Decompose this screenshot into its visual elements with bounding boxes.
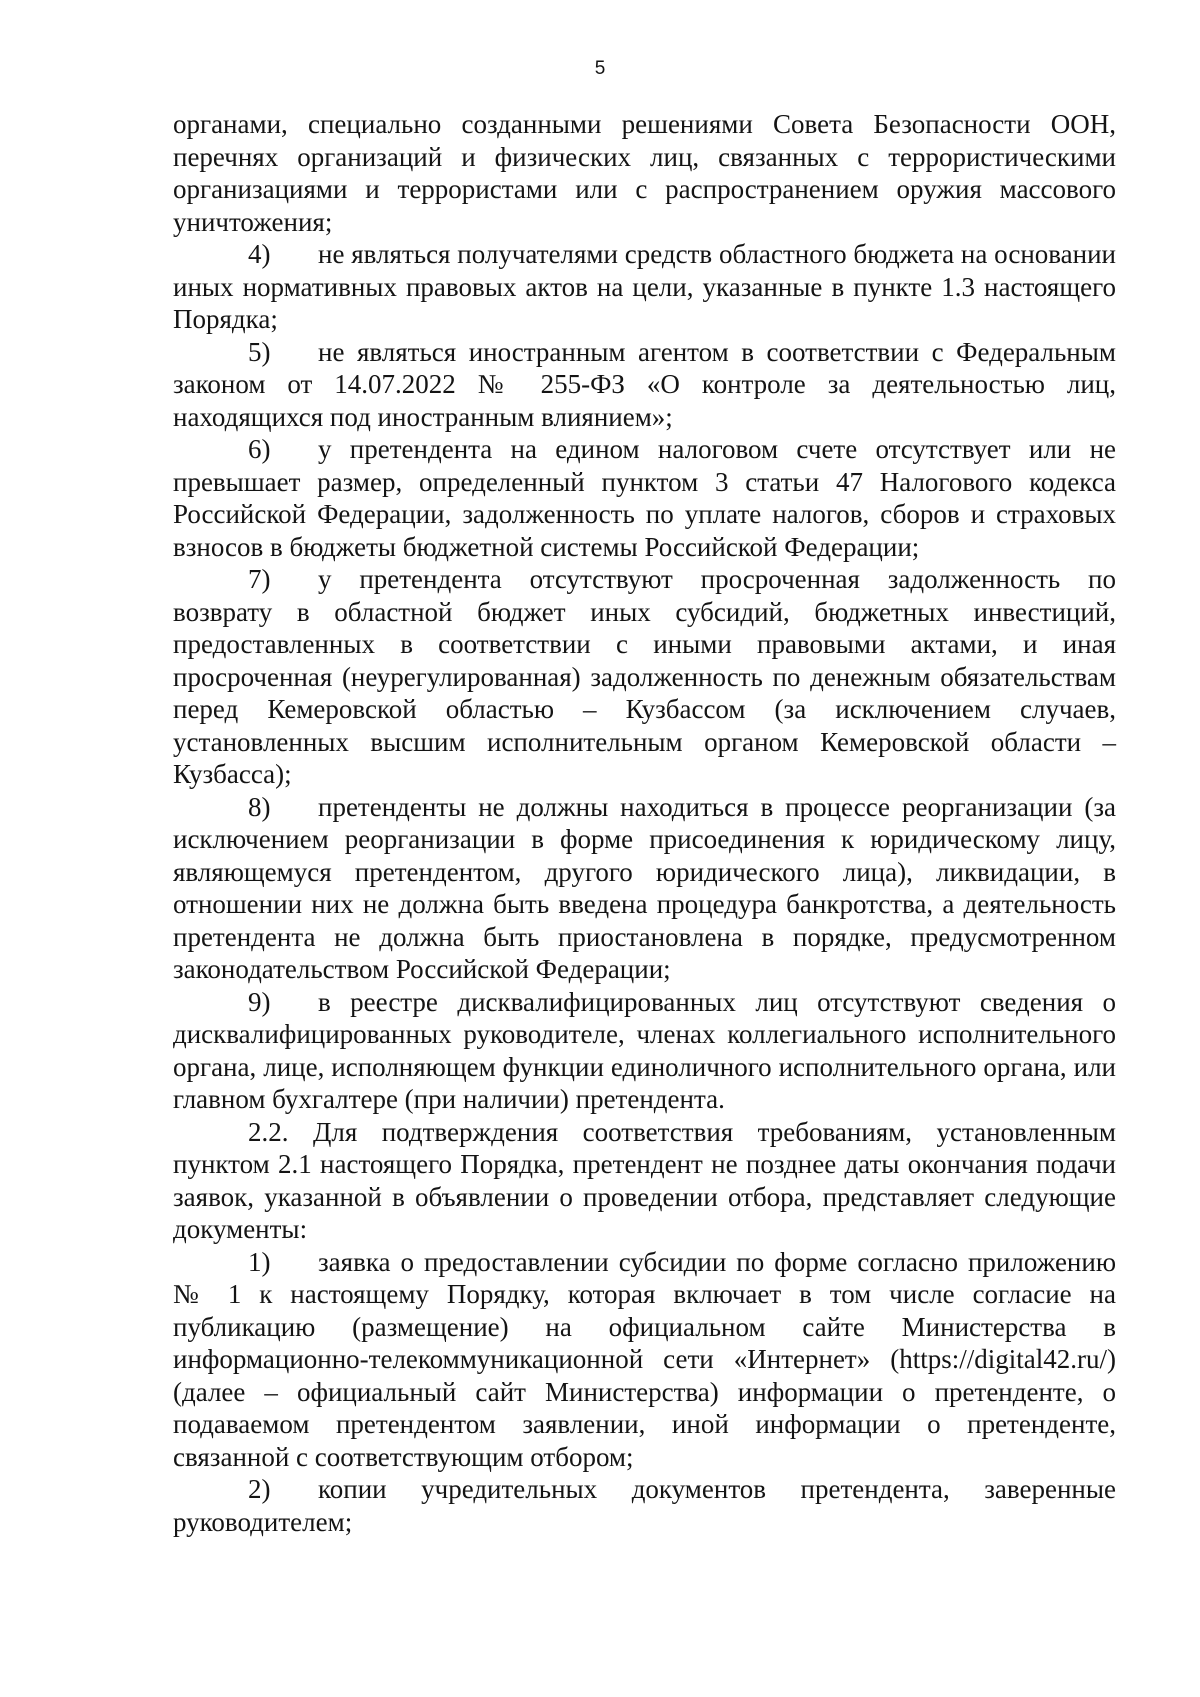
item-number: 8)	[248, 791, 271, 822]
item-number: 6)	[248, 434, 271, 464]
list-item-5	[173, 336, 1116, 434]
item-number: 9)	[248, 986, 271, 1017]
section-text: 2.2. Для подтверждения соответствия требованиям, установленным пунктом 2.1 настоящего Порядка, претендент не позднее даты окончания подачи заявок, указанной в объявлении о проведении отбора, представляет следующие документы:	[173, 1116, 1116, 1244]
list-item-9	[173, 986, 1116, 1116]
section-2-2	[173, 1116, 1116, 1246]
list-item-6	[173, 433, 1116, 563]
document-item-2	[173, 1473, 1116, 1538]
item-text: не являться получателями средств областного бюджета на основании иных нормативных правовых актов на цели, указанные в пункте 1.3 настоящего Порядка;	[173, 239, 1116, 334]
paragraph-text: органами, специально созданными решениями Совета Безопасности ООН, перечнях организаций и физических лиц, связанных с террористическими организациями и террористами или с распространением оружия массового уничтожения;	[173, 109, 1116, 237]
document-body	[173, 108, 1116, 1538]
list-item-4	[173, 238, 1116, 336]
page-number: 5	[594, 58, 606, 79]
item-text: у претендента отсутствуют просроченная задолженность по возврату в областной бюджет иных субсидий, бюджетных инвестиций, предоставленных в соответствии с иными правовыми актами, и иная просроченная (неурегулированная) задолженность по денежным обязательствам перед Кемеровской областью – Кузбассом (за исключением случаев, установленных высшим исполнительным органом Кемеровской области – Кузбасса);	[173, 564, 1116, 789]
item-number: 4)	[248, 239, 271, 269]
item-number: 1)	[248, 1246, 271, 1277]
document-item-1	[173, 1246, 1116, 1474]
item-text: претенденты не должны находиться в процессе реорганизации (за исключением реорганизации в форме присоединения к юридическому лицу, являющемуся претендентом, другого юридического лица), ликвидации, в отношении них не должна быть введена процедура банкротства, а деятельность претендента не должна быть приостановлена в порядке, предусмотренном законодательством Российской Федерации;	[173, 791, 1116, 984]
item-text: у претендента на едином налоговом счете отсутствует или не превышает размер, определенный пунктом 3 статьи 47 Налогового кодекса Российской Федерации, задолженность по уплате налогов, сборов и страховых взносов в бюджеты бюджетной системы Российской Федерации;	[173, 434, 1116, 562]
list-item-8	[173, 791, 1116, 986]
item-number: 5)	[248, 336, 271, 367]
item-number: 2)	[248, 1474, 271, 1504]
paragraph-continuation	[173, 108, 1116, 238]
item-text: в реестре дисквалифицированных лиц отсутствуют сведения о дисквалифицированных руководителе, членах коллегиального исполнительного органа, лице, исполняющем функции единоличного исполнительного органа, или главном бухгалтере (при наличии) претендента.	[173, 986, 1116, 1114]
item-number: 7)	[248, 564, 271, 594]
item-text: заявка о предоставлении субсидии по форме согласно приложению № 1 к настоящему Порядку, которая включает в том числе согласие на публикацию (размещение) на официальном сайте Министерства в информационно-телекоммуникационной сети «Интернет» (https://digital42.ru/) (далее – официальный сайт Министерства) информации о претенденте, о подаваемом претендентом заявлении, иной информации о претенденте, связанной с соответствующим отбором;	[173, 1246, 1116, 1472]
item-text: копии учредительных документов претендента, заверенные руководителем;	[173, 1474, 1116, 1537]
item-text: не являться иностранным агентом в соответствии с Федеральным законом от 14.07.2022 № 255-ФЗ «О контроле за деятельностью лиц, находящихся под иностранным влиянием»;	[173, 336, 1116, 432]
list-item-7	[173, 563, 1116, 791]
